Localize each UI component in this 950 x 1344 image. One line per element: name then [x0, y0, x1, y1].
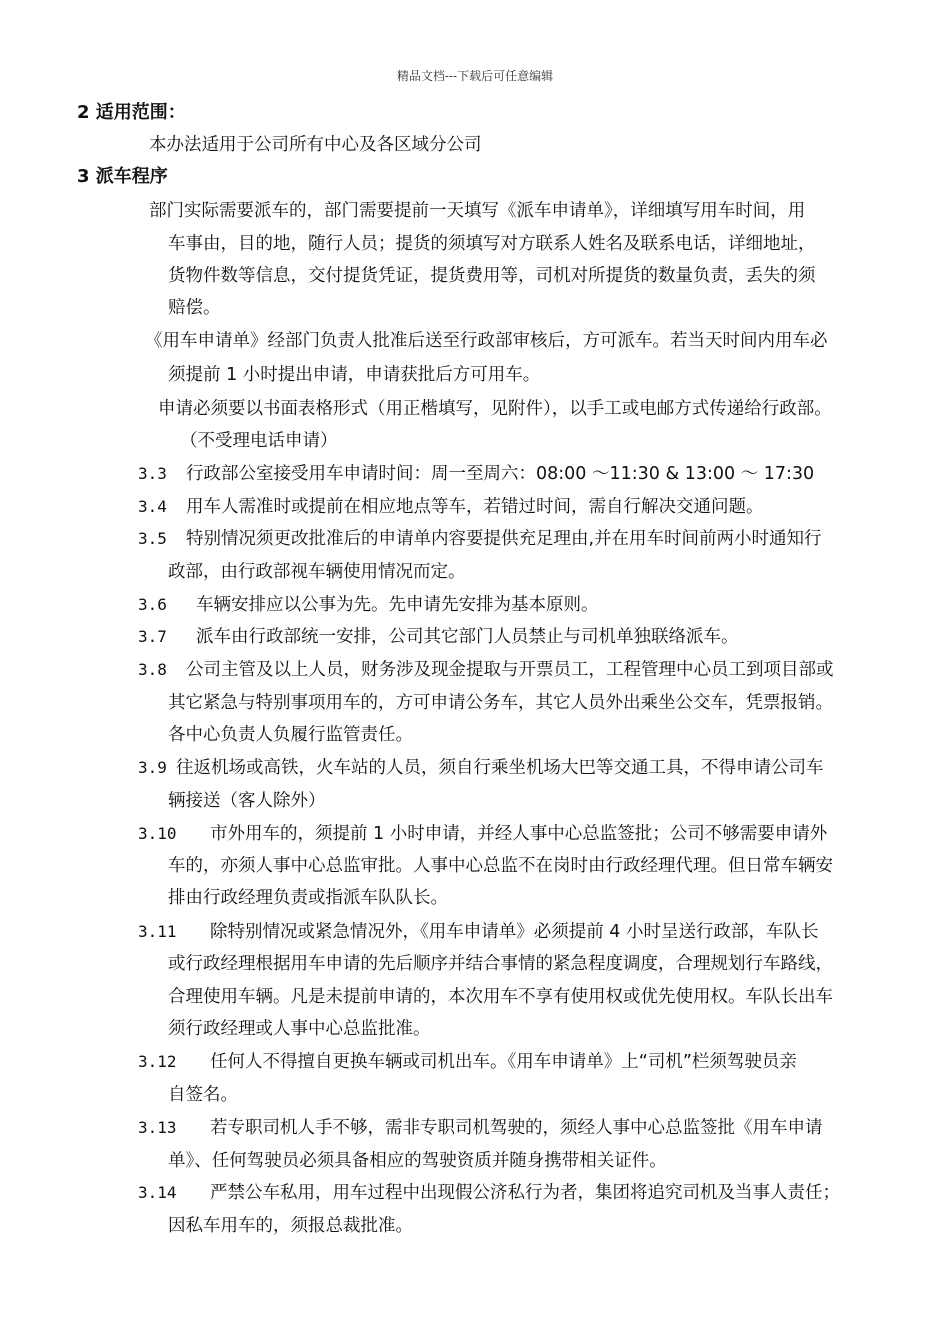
paragraph-line: 部门实际需要派车的，部门需要提前一天填写《派车申请单》，详细填写用车时间，用 — [149, 201, 806, 221]
item-number: 3.13 — [138, 1118, 177, 1137]
item-line: 严禁公车私用，用车过程中出现假公济私行为者，集团将追究司机及当事人责任； — [210, 1183, 840, 1203]
item-number: 3.14 — [138, 1183, 177, 1202]
item-number: 3.6 — [138, 595, 167, 614]
item-line: 往返机场或高铁，火车站的人员，须自行乘坐机场大巴等交通工具，不得申请公司车 — [176, 758, 824, 778]
item-number: 3.11 — [138, 922, 177, 941]
paragraph-line: 车事由，目的地，随行人员；提货的须填写对方联系人姓名及联系电话，详细地址， — [168, 234, 816, 254]
item-line: 特别情况须更改批准后的申请单内容要提供充足理由,并在用车时间前两小时通知行 — [186, 529, 822, 549]
item-line: 车辆安排应以公事为先。先申请先安排为基本原则。 — [196, 595, 599, 615]
item-line: 政部，由行政部视车辆使用情况而定。 — [168, 562, 466, 582]
section-2-body: 本办法适用于公司所有中心及各区域分公司 — [149, 135, 482, 155]
paragraph-line: 货物件数等信息，交付提货凭证，提货费用等，司机对所提货的数量负责，丢失的须 — [168, 266, 816, 286]
section-2-title: 2 适用范围： — [77, 102, 186, 123]
item-line: 任何人不得擅自更换车辆或司机出车。《用车申请单》上“司机”栏须驾驶员亲 — [210, 1052, 797, 1072]
section-3-title: 3 派车程序 — [77, 166, 168, 187]
item-line: 或行政经理根据用车申请的先后顺序并结合事情的紧急程度调度，合理规划行车路线， — [168, 954, 833, 974]
item-line: 派车由行政部统一安排，公司其它部门人员禁止与司机单独联络派车。 — [196, 627, 739, 647]
item-number: 3.8 — [138, 660, 167, 679]
item-number: 3.3 — [138, 464, 167, 483]
item-number: 3.7 — [138, 627, 167, 646]
item-line: 须行政经理或人事中心总监批准。 — [168, 1019, 431, 1039]
paragraph-line: 须提前 1 小时提出申请，申请获批后方可用车。 — [168, 365, 541, 385]
item-line: 车的，亦须人事中心总监审批。人事中心总监不在岗时由行政经理代理。但日常车辆安 — [168, 856, 833, 876]
item-line: 用车人需准时或提前在相应地点等车，若错过时间，需自行解决交通问题。 — [186, 497, 764, 517]
item-line: 公司主管及以上人员，财务涉及现金提取与开票员工，工程管理中心员工到项目部或 — [186, 660, 834, 680]
paragraph-line: 《用车申请单》经部门负责人批准后送至行政部审核后，方可派车。若当天时间内用车必 — [145, 331, 828, 351]
item-line: 自签名。 — [168, 1085, 238, 1105]
item-line: 除特别情况或紧急情况外，《用车申请单》必须提前 4 小时呈送行政部，车队长 — [210, 922, 819, 942]
paragraph-line: 申请必须要以书面表格形式（用正楷填写，见附件），以手工或电邮方式传递给行政部。 — [158, 399, 832, 419]
item-line: 辆接送（客人除外） — [168, 791, 326, 811]
page-header: 精品文档---下载后可任意编辑 — [396, 69, 554, 83]
item-line: 合理使用车辆。凡是未提前申请的，本次用车不享有使用权或优先使用权。车队长出车 — [168, 987, 833, 1007]
item-line: 其它紧急与特别事项用车的，方可申请公务车，其它人员外出乘坐公交车，凭票报销。 — [168, 693, 833, 713]
item-number: 3.9 — [138, 758, 167, 777]
item-line: 因私车用车的，须报总裁批准。 — [168, 1216, 413, 1236]
paragraph-line: 赔偿。 — [168, 298, 221, 318]
item-number: 3.4 — [138, 497, 167, 516]
item-line: 各中心负责人负履行监管责任。 — [168, 725, 413, 745]
item-line: 排由行政经理负责或指派车队队长。 — [168, 888, 448, 908]
item-line: 单》、任何驾驶员必须具备相应的驾驶资质并随身携带相关证件。 — [168, 1151, 667, 1171]
item-line: 市外用车的，须提前 1 小时申请，并经人事中心总监签批；公司不够需要申请外 — [210, 824, 828, 844]
paragraph-line: （不受理电话申请） — [180, 431, 338, 451]
item-number: 3.10 — [138, 824, 177, 843]
item-number: 3.5 — [138, 529, 167, 548]
item-line: 行政部公室接受用车申请时间：周一至周六：08:00 ～11:30 & 13:00 ～ 17:30 — [186, 464, 815, 484]
item-line: 若专职司机人手不够，需非专职司机驾驶的，须经人事中心总监签批《用车申请 — [210, 1118, 823, 1138]
item-number: 3.12 — [138, 1052, 177, 1071]
